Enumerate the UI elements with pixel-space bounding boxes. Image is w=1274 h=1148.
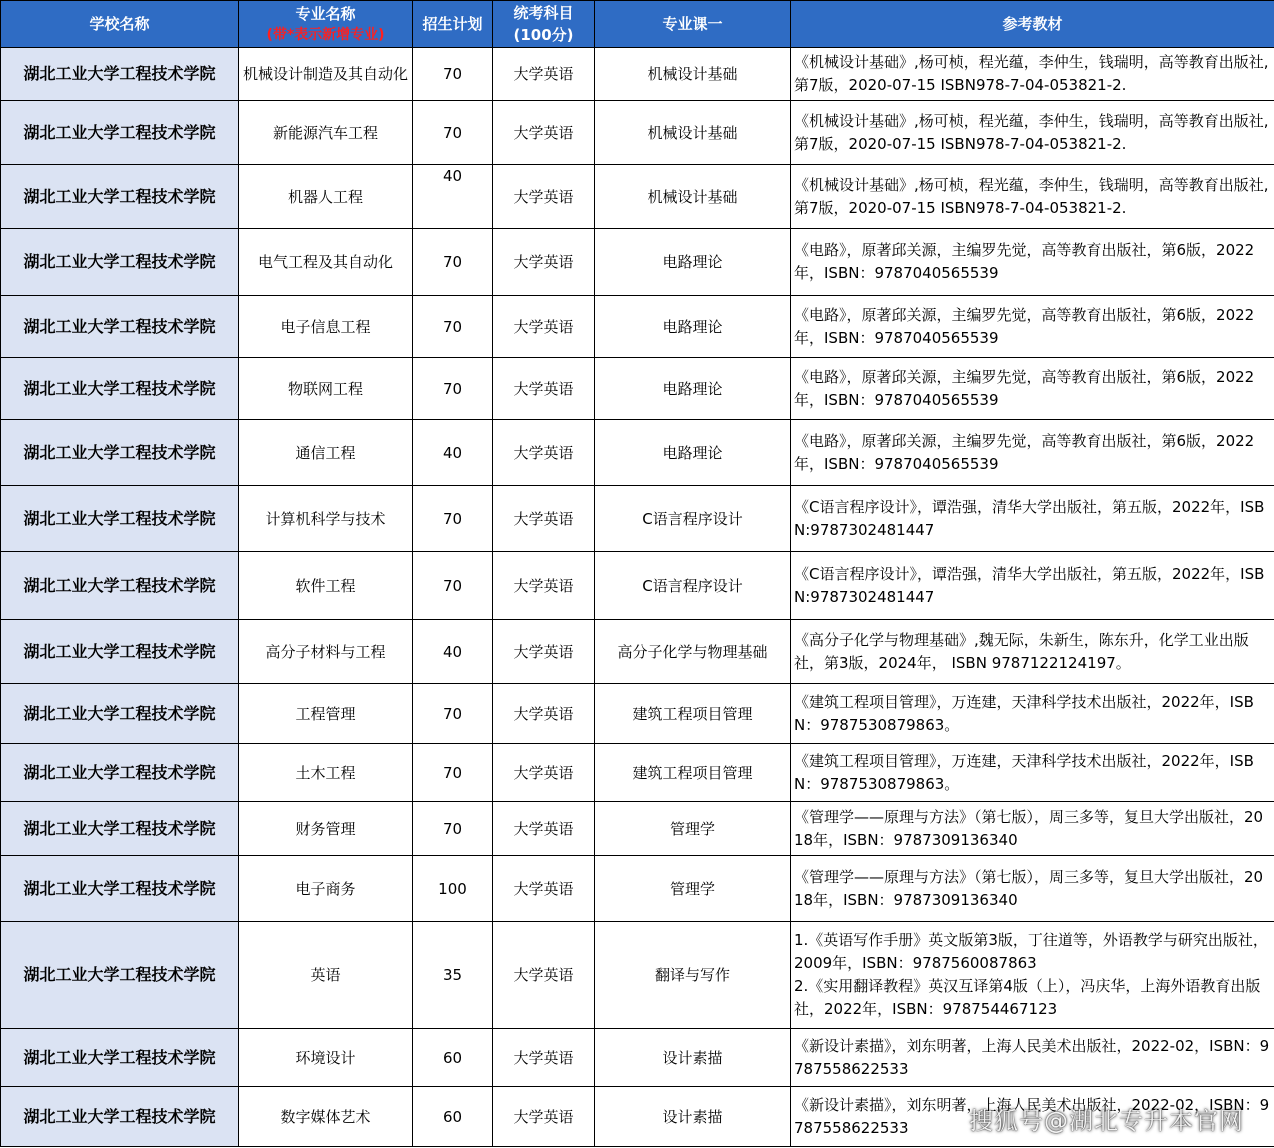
exam-cell: 大学英语 (493, 744, 595, 802)
course-cell: C语言程序设计 (595, 552, 791, 620)
course-cell: C语言程序设计 (595, 486, 791, 552)
school-cell: 湖北工业大学工程技术学院 (1, 296, 239, 358)
course-cell: 管理学 (595, 802, 791, 856)
exam-cell: 大学英语 (493, 922, 595, 1029)
plan-cell: 60 (413, 1087, 493, 1147)
plan-cell: 40 (413, 165, 493, 229)
exam-cell: 大学英语 (493, 1029, 595, 1087)
header-exam (493, 1, 595, 48)
header-textbook: 参考教材 (791, 1, 1274, 48)
exam-cell: 大学英语 (493, 856, 595, 922)
exam-cell: 大学英语 (493, 802, 595, 856)
major-cell: 数字媒体艺术 (239, 1087, 413, 1147)
plan-cell: 40 (413, 420, 493, 486)
exam-cell: 大学英语 (493, 420, 595, 486)
plan-cell: 70 (413, 296, 493, 358)
textbook-cell (791, 856, 1274, 922)
plan-cell: 70 (413, 358, 493, 420)
table-body (1, 48, 1274, 1147)
major-cell: 计算机科学与技术 (239, 486, 413, 552)
watermark: 搜狐号@湖北专升本官网 (969, 1107, 1244, 1135)
plan-cell: 70 (413, 48, 493, 101)
exam-cell: 大学英语 (493, 552, 595, 620)
table-row (1, 744, 1274, 802)
school-cell: 湖北工业大学工程技术学院 (1, 101, 239, 165)
table-row (1, 684, 1274, 744)
major-cell: 软件工程 (239, 552, 413, 620)
major-cell: 通信工程 (239, 420, 413, 486)
textbook-entry: 1.《英语写作手册》英文版第3版，丁往道等，外语教学与研究出版社，2009年，ISBN：9787560087863 (794, 931, 1268, 972)
exam-cell: 大学英语 (493, 165, 595, 229)
school-cell: 湖北工业大学工程技术学院 (1, 358, 239, 420)
major-cell: 高分子材料与工程 (239, 620, 413, 684)
course-cell: 建筑工程项目管理 (595, 744, 791, 802)
course-cell: 机械设计基础 (595, 48, 791, 101)
textbook-entry: 《高分子化学与物理基础》,魏无际，朱新生，陈东升，化学工业出版社，第3版，2024年， ISBN 9787122124197。 (794, 630, 1249, 672)
plan-cell: 70 (413, 684, 493, 744)
plan-cell: 70 (413, 744, 493, 802)
textbook-cell (791, 802, 1274, 856)
plan-cell: 70 (413, 552, 493, 620)
school-cell: 湖北工业大学工程技术学院 (1, 856, 239, 922)
textbook-entry: 《电路》，原著邱关源，主编罗先觉，高等教育出版社，第6版，2022年，ISBN：9787040565539 (794, 305, 1255, 347)
major-cell: 英语 (239, 922, 413, 1029)
header-exam-line2: (100分) (513, 26, 574, 44)
textbook-cell (791, 101, 1274, 165)
major-cell: 机械设计制造及其自动化 (239, 48, 413, 101)
major-cell: 土木工程 (239, 744, 413, 802)
plan-cell: 60 (413, 1029, 493, 1087)
plan-cell: 70 (413, 486, 493, 552)
header-school: 学校名称 (1, 1, 239, 48)
course-cell: 电路理论 (595, 296, 791, 358)
header-major-note: (带*表示新增专业) (266, 27, 385, 43)
course-cell: 电路理论 (595, 229, 791, 296)
exam-cell: 大学英语 (493, 296, 595, 358)
course-cell: 管理学 (595, 856, 791, 922)
table-header (1, 1, 1274, 48)
course-cell: 机械设计基础 (595, 165, 791, 229)
plan-cell: 70 (413, 802, 493, 856)
header-course: 专业课一 (595, 1, 791, 48)
textbook-entry: 《新设计素描》，刘东明著，上海人民美术出版社，2022-02，ISBN：9787558622533 (794, 1095, 1270, 1137)
major-cell: 工程管理 (239, 684, 413, 744)
textbook-cell (791, 165, 1274, 229)
major-cell: 物联网工程 (239, 358, 413, 420)
course-cell: 设计素描 (595, 1087, 791, 1147)
textbook-entry: 《电路》，原著邱关源，主编罗先觉，高等教育出版社，第6版，2022年，ISBN：9787040565539 (794, 241, 1255, 282)
textbook-entry: 《建筑工程项目管理》，万连建，天津科学技术出版社，2022年，ISBN：9787530879863。 (794, 751, 1254, 793)
exam-cell: 大学英语 (493, 358, 595, 420)
exam-cell: 大学英语 (493, 229, 595, 296)
school-cell: 湖北工业大学工程技术学院 (1, 1029, 239, 1087)
table-row (1, 48, 1274, 101)
exam-cell: 大学英语 (493, 684, 595, 744)
course-cell: 高分子化学与物理基础 (595, 620, 791, 684)
school-cell: 湖北工业大学工程技术学院 (1, 48, 239, 101)
textbook-entry: 《新设计素描》，刘东明著，上海人民美术出版社，2022-02，ISBN：9787558622533 (794, 1036, 1270, 1078)
school-cell: 湖北工业大学工程技术学院 (1, 229, 239, 296)
textbook-entry: 《机械设计基础》,杨可桢，程光蕴，李仲生，钱瑞明，高等教育出版社,第7版，2020-07-15 ISBN978-7-04-053821-2. (794, 111, 1269, 153)
major-cell: 环境设计 (239, 1029, 413, 1087)
course-cell: 建筑工程项目管理 (595, 684, 791, 744)
plan-cell: 100 (413, 856, 493, 922)
school-cell: 湖北工业大学工程技术学院 (1, 922, 239, 1029)
major-cell: 新能源汽车工程 (239, 101, 413, 165)
exam-cell: 大学英语 (493, 1087, 595, 1147)
table-row (1, 229, 1274, 296)
major-cell: 电子商务 (239, 856, 413, 922)
major-cell: 电子信息工程 (239, 296, 413, 358)
textbook-cell (791, 48, 1274, 101)
table-row (1, 552, 1274, 620)
plan-cell: 40 (413, 620, 493, 684)
table-row (1, 486, 1274, 552)
major-cell: 财务管理 (239, 802, 413, 856)
table-row (1, 802, 1274, 856)
textbook-entry: 《电路》，原著邱关源，主编罗先觉，高等教育出版社，第6版，2022年，ISBN：9787040565539 (794, 431, 1255, 473)
textbook-entry: 《管理学——原理与方法》（第七版），周三多等，复旦大学出版社，2018年，ISBN：9787309136340 (794, 807, 1264, 849)
textbook-entry: 《管理学——原理与方法》（第七版），周三多等，复旦大学出版社，2018年，ISBN：9787309136340 (794, 867, 1264, 909)
school-cell: 湖北工业大学工程技术学院 (1, 744, 239, 802)
textbook-cell (791, 1029, 1274, 1087)
course-cell: 电路理论 (595, 358, 791, 420)
header-major (239, 1, 413, 48)
plan-cell: 70 (413, 101, 493, 165)
table-row (1, 856, 1274, 922)
course-cell: 翻译与写作 (595, 922, 791, 1029)
table-row (1, 1029, 1274, 1087)
exam-cell: 大学英语 (493, 101, 595, 165)
textbook-cell (791, 296, 1274, 358)
table-row (1, 101, 1274, 165)
school-cell: 湖北工业大学工程技术学院 (1, 684, 239, 744)
textbook-cell (791, 684, 1274, 744)
textbook-cell (791, 229, 1274, 296)
table-row (1, 358, 1274, 420)
textbook-cell (791, 420, 1274, 486)
exam-cell: 大学英语 (493, 486, 595, 552)
table-row (1, 922, 1274, 1029)
school-cell: 湖北工业大学工程技术学院 (1, 802, 239, 856)
exam-cell: 大学英语 (493, 620, 595, 684)
table-row (1, 420, 1274, 486)
textbook-cell (791, 486, 1274, 552)
textbook-entry: 《建筑工程项目管理》，万连建，天津科学技术出版社，2022年，ISBN：9787530879863。 (794, 692, 1254, 734)
textbook-cell (791, 922, 1274, 1029)
school-cell: 湖北工业大学工程技术学院 (1, 1087, 239, 1147)
textbook-entry: 2.《实用翻译教程》英汉互译第4版（上），冯庆华，上海外语教育出版社，2022年，ISBN：978754467123 (794, 977, 1261, 1018)
course-cell: 机械设计基础 (595, 101, 791, 165)
textbook-entry: 《机械设计基础》,杨可桢，程光蕴，李仲生，钱瑞明，高等教育出版社,第7版，2020-07-15 ISBN978-7-04-053821-2. (794, 53, 1269, 94)
course-cell: 设计素描 (595, 1029, 791, 1087)
textbook-entry: 《C语言程序设计》，谭浩强，清华大学出版社，第五版，2022年，ISBN:9787302481447 (794, 497, 1265, 539)
table-row (1, 165, 1274, 229)
school-cell: 湖北工业大学工程技术学院 (1, 620, 239, 684)
school-cell: 湖北工业大学工程技术学院 (1, 165, 239, 229)
school-cell: 湖北工业大学工程技术学院 (1, 486, 239, 552)
textbook-entry: 《C语言程序设计》，谭浩强，清华大学出版社，第五版，2022年，ISBN:9787302481447 (794, 564, 1265, 606)
plan-cell: 70 (413, 229, 493, 296)
table-row (1, 620, 1274, 684)
textbook-cell (791, 358, 1274, 420)
header-exam-line1: 统考科目 (513, 4, 574, 22)
school-cell: 湖北工业大学工程技术学院 (1, 552, 239, 620)
textbook-cell (791, 620, 1274, 684)
course-cell: 电路理论 (595, 420, 791, 486)
school-cell: 湖北工业大学工程技术学院 (1, 420, 239, 486)
major-cell: 机器人工程 (239, 165, 413, 229)
exam-cell: 大学英语 (493, 48, 595, 101)
header-major-label: 专业名称 (295, 5, 356, 23)
textbook-entry: 《机械设计基础》,杨可桢，程光蕴，李仲生，钱瑞明，高等教育出版社,第7版，2020-07-15 ISBN978-7-04-053821-2. (794, 175, 1269, 217)
plan-cell: 35 (413, 922, 493, 1029)
table-row (1, 296, 1274, 358)
textbook-cell (791, 744, 1274, 802)
textbook-entry: 《电路》，原著邱关源，主编罗先觉，高等教育出版社，第6版，2022年，ISBN：9787040565539 (794, 367, 1255, 409)
textbook-cell (791, 552, 1274, 620)
header-plan: 招生计划 (413, 1, 493, 48)
major-cell: 电气工程及其自动化 (239, 229, 413, 296)
